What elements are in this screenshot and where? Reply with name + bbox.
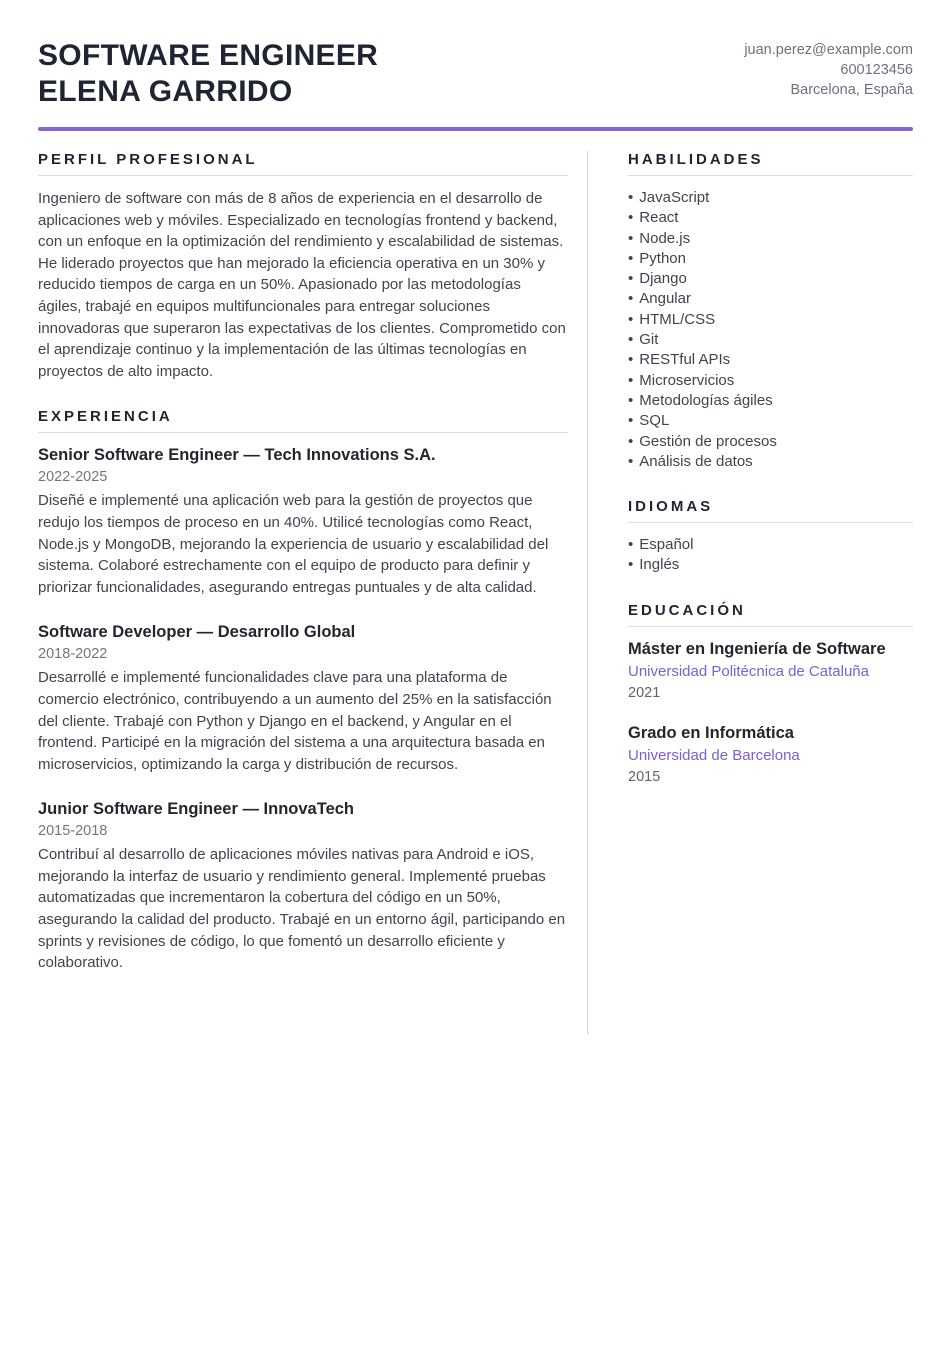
language-label: Inglés xyxy=(639,556,680,574)
job-description: Desarrollé e implementé funcionalidades clave para una plataforma de comercio electrónico, contribuyendo a un aumento del 25% en la satisfacción del cliente. Trabajé con Python y Django en el backend, y Angular en el frontend. Participé en la migración del sistema a una arquitectura basada en microservicios, optimizando la carga y distribución de recursos. xyxy=(38,669,552,773)
contact-email: juan.perez@example.com xyxy=(744,42,913,58)
section-languages xyxy=(628,498,913,576)
job-description: Contribuí al desarrollo de aplicaciones móviles nativas para Android e iOS, mejorando la interfaz de usuario y rendimiento general. Implementé pruebas automatizadas que incrementaron la cobertura del código en un 50%, asegurando la calidad del producto. Trabajé en un entorno ágil, participando en sprints y revisiones de código, lo que fomentó un desarrollo eficiente y colaborativo. xyxy=(38,846,566,972)
list-item xyxy=(628,535,913,555)
skill-label: SQL xyxy=(639,412,670,430)
education-degree: Máster en Ingeniería de Software xyxy=(628,639,886,658)
bullet-icon: • xyxy=(628,556,634,574)
bullet-icon: • xyxy=(628,331,634,349)
bullet-icon: • xyxy=(628,412,634,430)
title-name-line: ELENA GARRIDO xyxy=(38,75,293,108)
list-item xyxy=(628,249,913,269)
list-item xyxy=(628,411,913,431)
education-institution: Universidad Politécnica de Cataluña xyxy=(628,662,869,680)
skill-label: Gestión de procesos xyxy=(639,432,777,450)
bullet-icon: • xyxy=(628,452,634,470)
bullet-icon: • xyxy=(628,270,634,288)
profile-text: Ingeniero de software con más de 8 años de experiencia en el desarrollo de aplicaciones web y móviles. Especializado en tecnologías frontend y backend, con un enfoque en la optimización del rendimiento y escalabilidad de sistemas. He liderado proyectos que han mejorado la eficiencia operativa en un 30% y reducido tiempos de carga en un 50%. Apasionado por las metodologías ágiles, trabajé en equipos multifuncionales para entregar soluciones innovadoras que superaron las expectativas de los clientes. Comprometido con el aprendizaje continuo y la implementación de las últimas tecnologías en proyectos de alto impacto. xyxy=(38,190,566,380)
bullet-icon: • xyxy=(628,371,634,389)
contact-block xyxy=(744,38,913,100)
languages-heading: IDIOMAS xyxy=(628,498,913,523)
section-education xyxy=(628,602,913,787)
list-item xyxy=(628,350,913,370)
job-entry xyxy=(38,445,568,598)
bullet-icon: • xyxy=(628,189,634,206)
list-item xyxy=(628,432,913,452)
education-degree: Grado en Informática xyxy=(628,723,794,742)
accent-divider xyxy=(38,127,913,131)
job-title: Senior Software Engineer — Tech Innovations S.A. xyxy=(38,446,436,465)
bullet-icon: • xyxy=(628,249,634,267)
bullet-icon: • xyxy=(628,290,634,308)
skill-label: Metodologías ágiles xyxy=(639,391,773,409)
skill-label: Python xyxy=(639,249,686,267)
list-item xyxy=(628,208,913,228)
job-dates: 2015-2018 xyxy=(38,823,108,840)
skill-label: Django xyxy=(639,270,687,288)
list-item xyxy=(628,289,913,309)
profile-heading: PERFIL PROFESIONAL xyxy=(38,151,568,176)
bullet-icon: • xyxy=(628,209,634,227)
list-item xyxy=(628,371,913,391)
contact-phone: 600123456 xyxy=(840,62,913,78)
job-description: Diseñé e implementé una aplicación web para la gestión de proyectos que redujo los tiempos de proceso en un 40%. Utilicé tecnologías como React, Node.js y MongoDB, mejorando la experiencia de usuario y escalabilidad del sistema. Colaboré estrechamente con el equipo de producto para definir y priorizar funcionalidades, asegurando entregas puntuales y de alta calidad. xyxy=(38,492,549,596)
education-entry xyxy=(628,639,913,703)
list-item xyxy=(628,330,913,350)
education-year: 2015 xyxy=(628,768,661,785)
bullet-icon: • xyxy=(628,536,634,554)
resume-header xyxy=(38,38,913,110)
section-experience xyxy=(38,408,568,974)
list-item xyxy=(628,269,913,289)
skill-label: Análisis de datos xyxy=(639,452,753,470)
skill-label: JavaScript xyxy=(639,189,710,206)
column-divider xyxy=(587,151,588,1034)
main-column xyxy=(38,151,568,1034)
list-item xyxy=(628,555,913,575)
section-skills xyxy=(628,151,913,472)
skill-label: Git xyxy=(639,331,659,349)
education-heading: EDUCACIÓN xyxy=(628,602,913,627)
page-title xyxy=(38,38,378,110)
job-entry xyxy=(38,622,568,775)
content-columns xyxy=(38,151,913,1034)
education-entry xyxy=(628,723,913,787)
contact-location: Barcelona, España xyxy=(790,82,913,98)
job-dates: 2018-2022 xyxy=(38,646,108,663)
bullet-icon: • xyxy=(628,432,634,450)
languages-list xyxy=(628,535,913,576)
list-item xyxy=(628,452,913,472)
skill-label: Node.js xyxy=(639,229,691,247)
skills-heading: HABILIDADES xyxy=(628,151,913,176)
education-year: 2021 xyxy=(628,684,661,701)
experience-heading: EXPERIENCIA xyxy=(38,408,568,433)
job-dates: 2022-2025 xyxy=(38,469,108,486)
skills-list xyxy=(628,188,913,472)
job-entry xyxy=(38,799,568,974)
skill-label: Microservicios xyxy=(639,371,735,389)
skill-label: React xyxy=(639,209,679,227)
list-item xyxy=(628,391,913,411)
bullet-icon: • xyxy=(628,351,634,369)
section-profile xyxy=(38,151,568,382)
education-institution: Universidad de Barcelona xyxy=(628,746,800,764)
skill-label: RESTful APIs xyxy=(639,351,731,369)
bullet-icon: • xyxy=(628,229,634,247)
skill-label: Angular xyxy=(639,290,691,308)
bullet-icon: • xyxy=(628,310,634,328)
job-title: Software Developer — Desarrollo Global xyxy=(38,623,356,642)
list-item xyxy=(628,310,913,330)
list-item xyxy=(628,229,913,249)
job-title: Junior Software Engineer — InnovaTech xyxy=(38,800,354,819)
skill-label: HTML/CSS xyxy=(639,310,716,328)
title-role-line: SOFTWARE ENGINEER xyxy=(38,39,379,72)
sidebar-column xyxy=(628,151,913,1034)
list-item xyxy=(628,188,913,208)
language-label: Español xyxy=(639,536,694,554)
bullet-icon: • xyxy=(628,391,634,409)
